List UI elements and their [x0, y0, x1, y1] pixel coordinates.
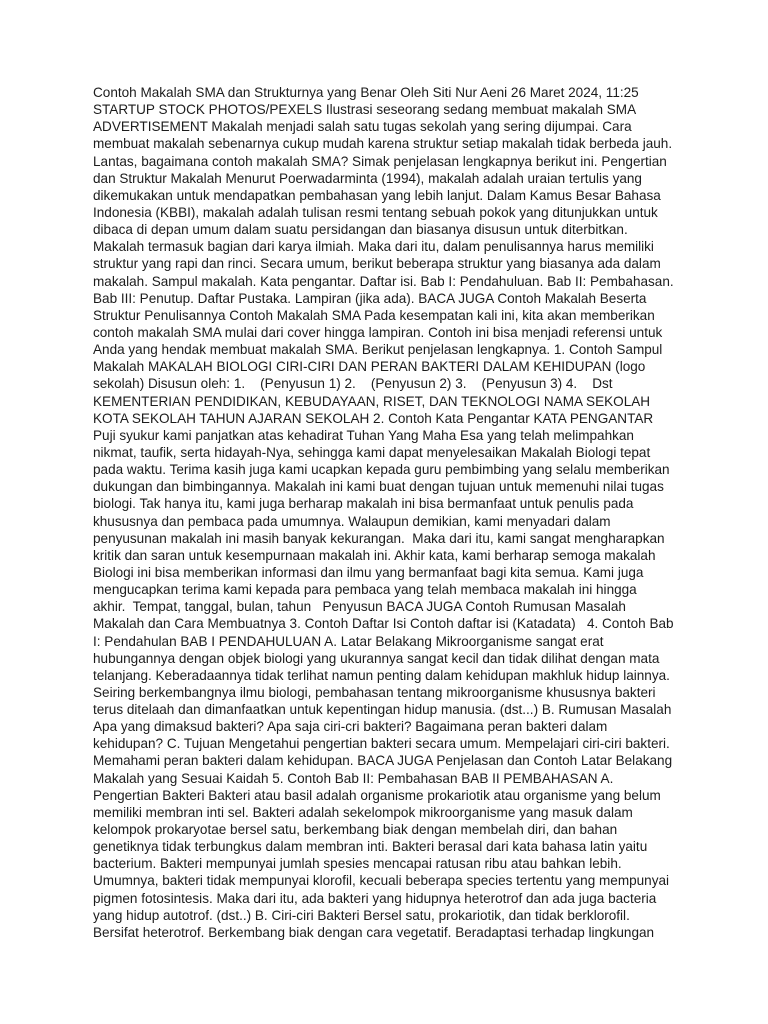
text-line: dan Struktur Makalah Menurut Poerwadarminta (1994), makalah adalah uraian tertulis yang: [93, 170, 642, 186]
text-line: STARTUP STOCK PHOTOS/PEXELS Ilustrasi seseorang sedang membuat makalah SMA: [93, 102, 637, 118]
text-line: Makalah termasuk bagian dari karya ilmiah. Maka dari itu, dalam penulisannya harus memiliki: [93, 239, 654, 255]
text-line: Indonesia (KBBI), makalah adalah tulisan resmi tentang sebuah pokok yang ditunjukkan untuk: [93, 204, 658, 220]
text-line: Seiring berkembangnya ilmu biologi, pembahasan tentang mikroorganisme khususnya bakteri: [93, 684, 656, 700]
text-line: terus ditelaah dan dimanfaatkan untuk kepentingan hidup manusia. (dst...) B. Rumusan Masalah: [93, 702, 672, 718]
text-line: nikmat, taufik, serta hidayah-Nya, sehingga kami dapat menyelesaikan Makalah Biologi tepat: [93, 444, 651, 460]
text-line: kelompok prokaryotae bersel satu, berkembang biak dengan membelah diri, dan bahan: [93, 822, 618, 838]
text-line: biologi. Tak hanya itu, kami juga berharap makalah ini bisa bermanfaat untuk penulis pada: [93, 496, 634, 512]
text-line: KEMENTERIAN PENDIDIKAN, KEBUDAYAAN, RISET, DAN TEKNOLOGI NAMA SEKOLAH: [93, 393, 651, 409]
text-line: kritik dan saran untuk kesempurnaan makalah ini. Akhir kata, kami berharap semoga makalah: [93, 547, 656, 563]
text-line: membuat makalah sebenarnya cukup mudah karena struktur setiap makalah tidak berbeda jauh.: [93, 136, 673, 152]
text-line: akhir. Tempat, tanggal, bulan, tahun Penyusun BACA JUGA Contoh Rumusan Masalah: [93, 599, 626, 615]
text-line: dibaca di depan umum dalam suatu persidangan dan biasanya disusun untuk diterbitkan.: [93, 222, 628, 238]
text-line: mengucapkan terima kami kepada para pembaca yang telah membaca makalah ini hingga: [93, 582, 637, 598]
text-line: makalah. Sampul makalah. Kata pengantar. Daftar isi. Bab I: Pendahuluan. Bab II: Pembahasan.: [93, 273, 674, 289]
text-line: Puji syukur kami panjatkan atas kehadirat Tuhan Yang Maha Esa yang telah melimpahkan: [93, 427, 634, 443]
text-line: Contoh Makalah SMA dan Strukturnya yang Benar Oleh Siti Nur Aeni 26 Maret 2024, 11:25: [93, 85, 639, 100]
text-line: yang hidup autotrof. (dst..) B. Ciri-ciri Bakteri Bersel satu, prokariotik, dan tidak berklorofil.: [93, 907, 630, 923]
text-line: Makalah dan Cara Membuatnya 3. Contoh Daftar Isi Contoh daftar isi (Katadata) 4. Contoh Bab: [93, 616, 674, 632]
text-line: Bersifat heterotrof. Berkembang biak dengan cara vegetatif. Beradaptasi terhadap lingkungan: [93, 924, 655, 940]
text-line: hubungannya dengan objek biologi yang ukurannya sangat kecil dan tidak dilihat dengan mata: [93, 650, 660, 666]
text-line: memiliki membran inti sel. Bakteri adalah sekelompok mikroorganisme yang masuk dalam: [93, 804, 633, 820]
text-line: I: Pendahulan BAB I PENDAHULUAN A. Latar Belakang Mikroorganisme sangat erat: [93, 633, 604, 649]
text-line: Biologi ini bisa memberikan informasi dan ilmu yang bermanfaat bagi kita semua. Kami juga: [93, 564, 644, 580]
text-line: kehidupan? C. Tujuan Mengetahui pengertian bakteri secara umum. Mempelajari ciri-ciri bakteri.: [93, 736, 670, 752]
text-line: Memahami peran bakteri dalam kehidupan. BACA JUGA Penjelasan dan Contoh Latar Belakang: [93, 753, 673, 769]
text-line: penyusunan makalah ini masih banyak kekurangan. Maka dari itu, kami sangat mengharapkan: [93, 530, 665, 546]
text-line: pigmen fotosintesis. Maka dari itu, ada bakteri yang hidupnya heterotrof dan ada juga bacteria: [93, 890, 657, 906]
text-line: ADVERTISEMENT Makalah menjadi salah satu tugas sekolah yang sering dijumpai. Cara: [93, 119, 632, 135]
text-line: bacterium. Bakteri mempunyai jumlah spesies mencapai ratusan ribu atau bahkan lebih.: [93, 856, 622, 872]
text-line: Umumnya, bakteri tidak mempunyai klorofil, kecuali beberapa species tertentu yang mempunyai: [93, 873, 670, 889]
text-line: Makalah yang Sesuai Kaidah 5. Contoh Bab II: Pembahasan BAB II PEMBAHASAN A.: [93, 770, 614, 786]
text-line: struktur yang rapi dan rinci. Secara umum, berikut beberapa struktur yang biasanya ada dalam: [93, 256, 661, 272]
text-line: genetiknya tidak terbungkus dalam membran inti. Bakteri berasal dari kata bahasa latin yaitu: [93, 839, 648, 855]
text-line: Pengertian Bakteri Bakteri atau basil adalah organisme prokariotik atau organisme yang belum: [93, 787, 661, 803]
text-line: dikemukakan untuk mendapatkan pembahasan yang lebih lanjut. Dalam Kamus Besar Bahasa: [93, 187, 661, 203]
text-line: pada waktu. Terima kasih juga kami ucapkan kepada guru pembimbing yang selalu memberikan: [93, 462, 670, 478]
text-line: Lantas, bagaimana contoh makalah SMA? Simak penjelasan lengkapnya berikut ini. Pengertian: [93, 153, 667, 169]
text-line: Struktur Penulisannya Contoh Makalah SMA Pada kesempatan kali ini, kita akan memberikan: [93, 307, 655, 323]
text-line: sekolah) Disusun oleh: 1. (Penyusun 1) 2. (Penyusun 2) 3. (Penyusun 3) 4. Dst: [93, 376, 613, 392]
article-body-text: [93, 84, 693, 941]
text-line: Apa yang dimaksud bakteri? Apa saja ciri-cri bakteri? Bagaimana peran bakteri dalam: [93, 719, 608, 735]
text-line: contoh makalah SMA mulai dari cover hingga lampiran. Contoh ini bisa menjadi referensi untuk: [93, 324, 663, 340]
text-line: dukungan dan bimbingannya. Makalah ini kami buat dengan tujuan untuk memenuhi nilai tugas: [93, 479, 664, 495]
text-line: Anda yang hendak membuat makalah SMA. Berikut penjelasan lengkapnya. 1. Contoh Sampul: [93, 342, 663, 358]
text-line: telanjang. Keberadaannya tidak terlihat namun penting dalam kehidupan makhluk hidup lainnya.: [93, 667, 670, 683]
text-line: Bab III: Penutup. Daftar Pustaka. Lampiran (jika ada). BACA JUGA Contoh Makalah Beserta: [93, 290, 647, 306]
text-line: khususnya dan pembaca pada umumnya. Walaupun demikian, kami menyadari dalam: [93, 513, 611, 529]
text-line: Makalah MAKALAH BIOLOGI CIRI-CIRI DAN PERAN BAKTERI DALAM KEHIDUPAN (logo: [93, 359, 646, 375]
text-line: KOTA SEKOLAH TAHUN AJARAN SEKOLAH 2. Contoh Kata Pengantar KATA PENGANTAR: [93, 410, 654, 426]
